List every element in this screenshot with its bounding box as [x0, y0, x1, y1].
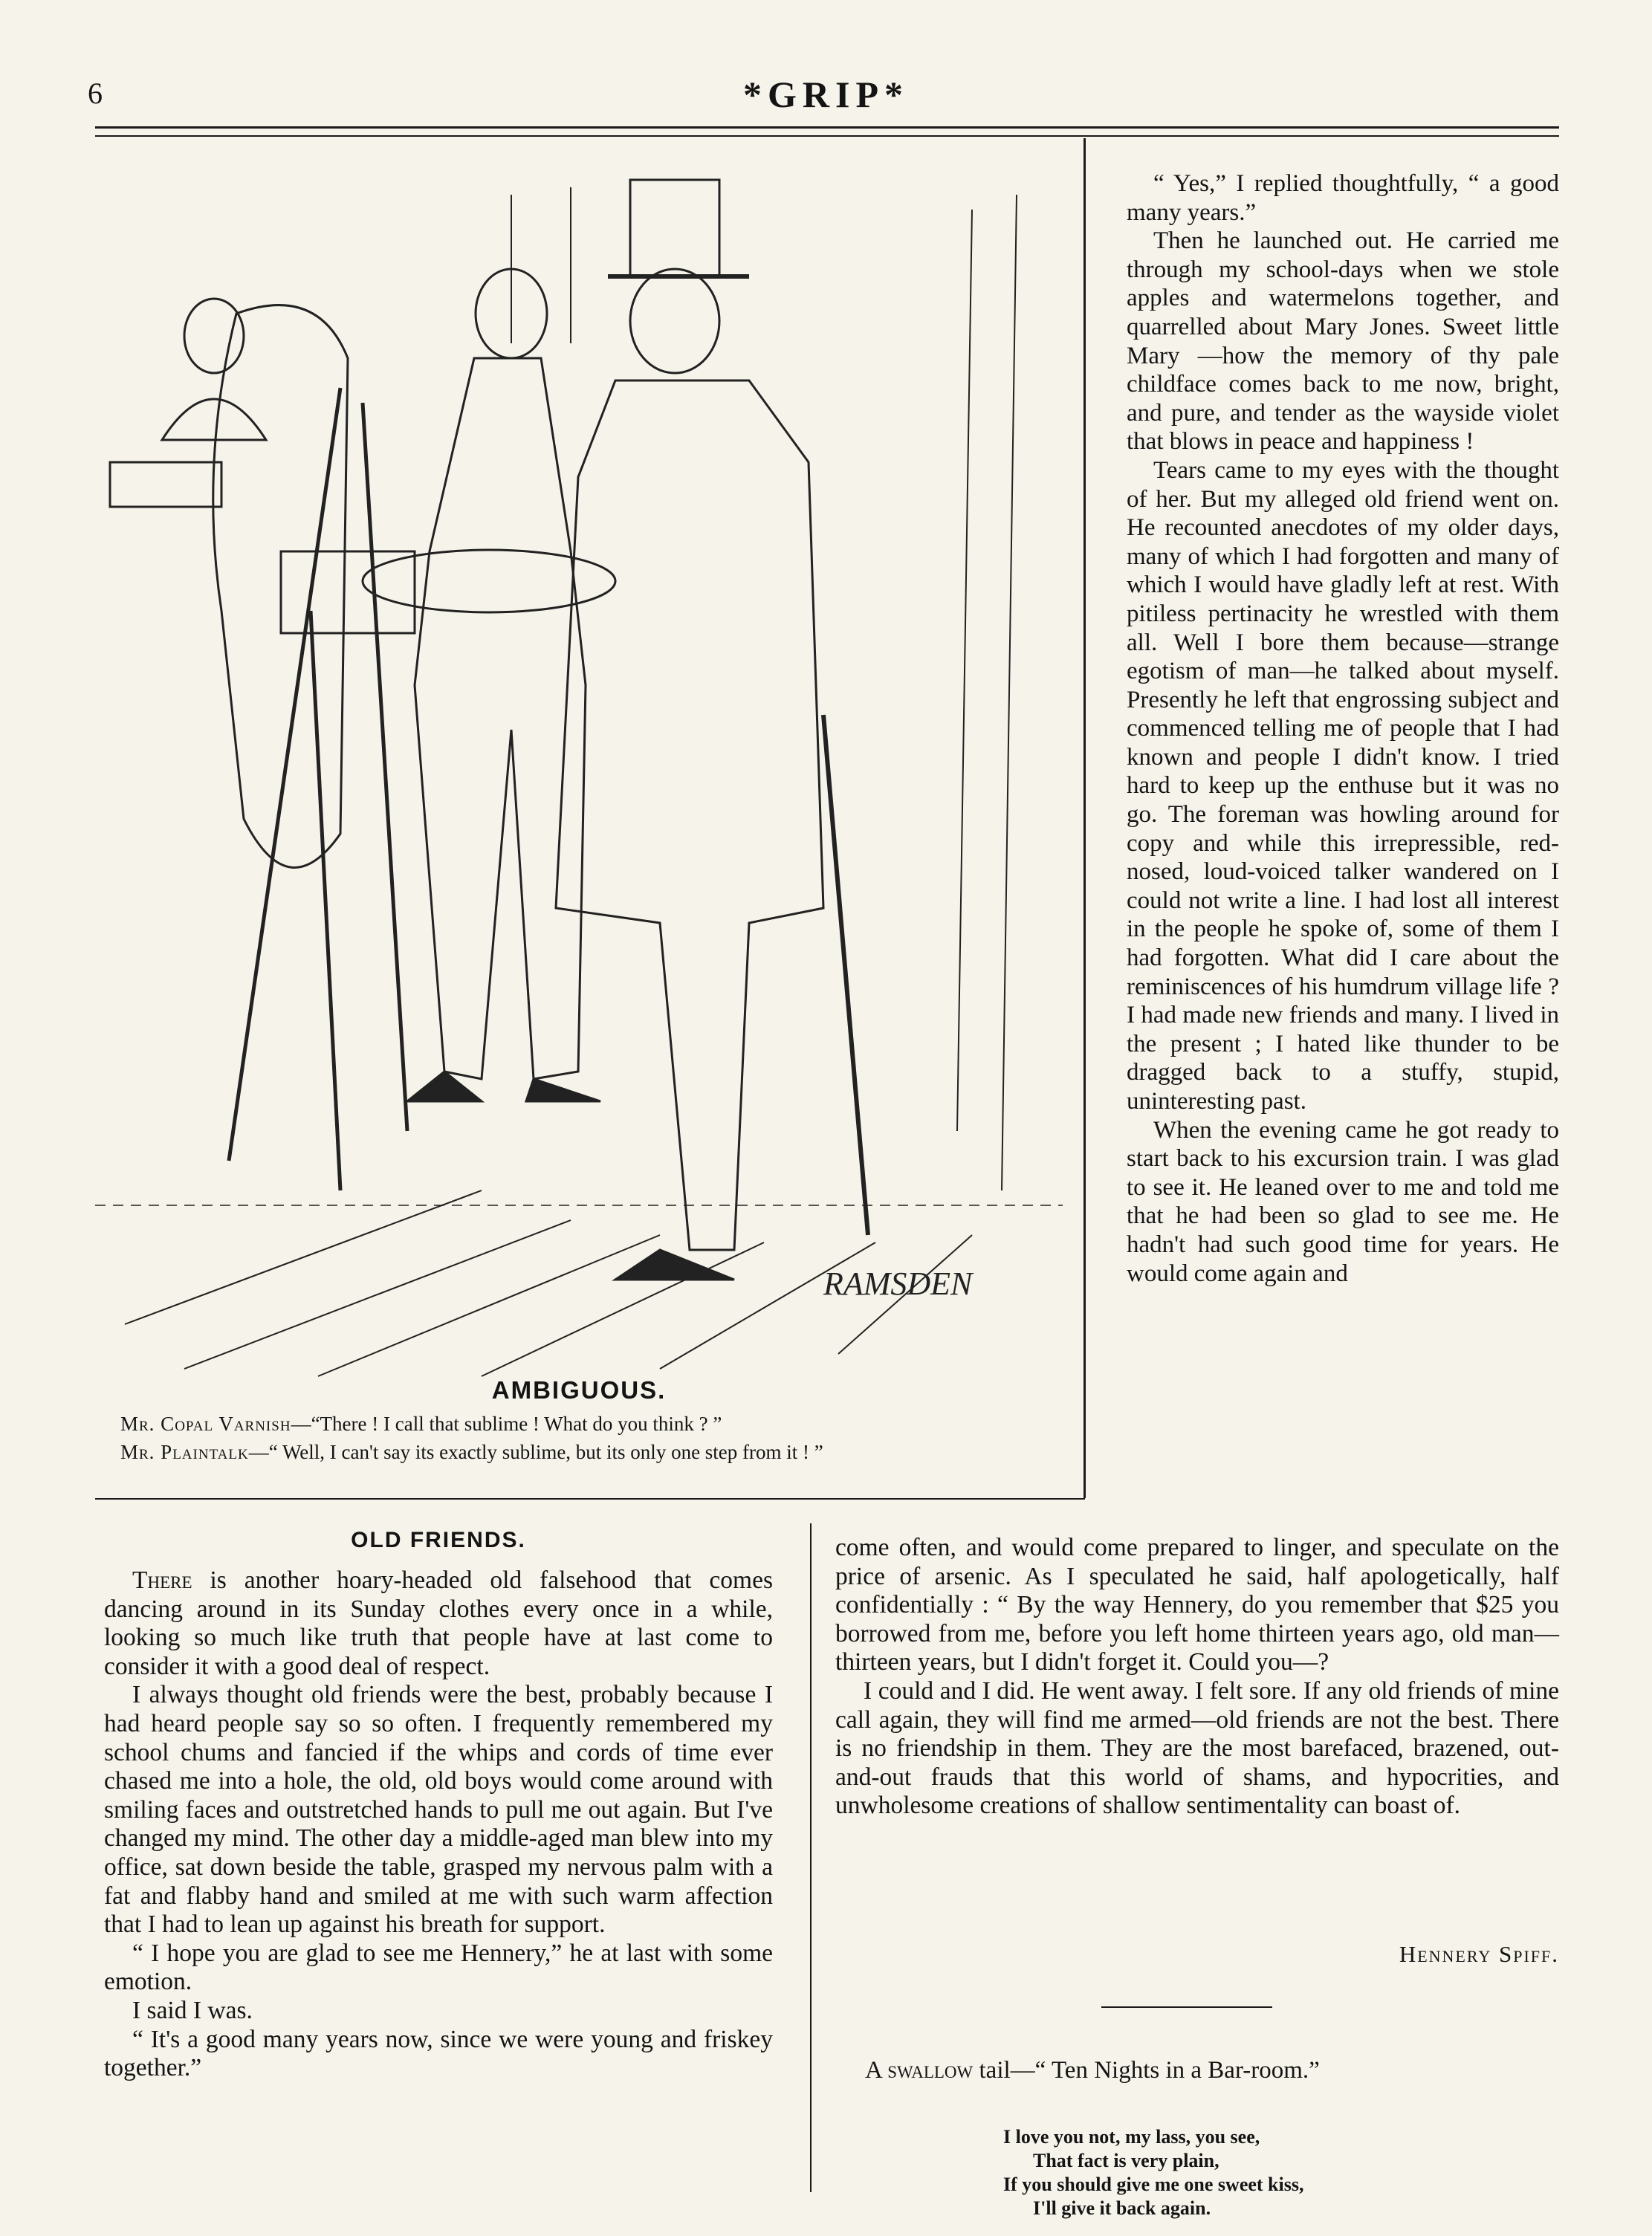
paragraph: “ It's a good many years now, since we were young and friskey together.”: [104, 2025, 773, 2082]
paragraph: “ Yes,” I replied thoughtfully, “ a good many years.”: [1127, 170, 1559, 226]
poem-line: If you should give me one sweet kiss,: [1003, 2174, 1304, 2195]
column-rule-upper: [1083, 138, 1086, 1498]
paragraph: I said I was.: [132, 1996, 253, 2024]
article-signature: Hennery Spiff.: [1399, 1941, 1559, 1967]
paragraph: “ I hope you are glad to see me Hennery,” he at last with some emotion.: [104, 1939, 773, 1996]
paragraph: come often, and would come prepared to linger, and speculate on the price of arsenic. As I speculated he said, half apologetically, half confidentially : “ By the way Hennery, do you remember that $25 you borrowed from me, before you left home thirteen years ago, old man—thirteen years, but I didn't forget it. Could you—?: [835, 1534, 1559, 1676]
caption-text: —“There ! I call that sublime ! What do you think ? ”: [291, 1413, 722, 1435]
joke-smallcaps: swallow: [887, 2057, 974, 2084]
caption-line-1: [120, 1410, 1086, 1437]
paragraph-text: is another hoary-headed old falsehood that comes dancing around in its Sunday clothes every once in a while, looking so much like truth that people have at last come to consider it with a good deal of respect.: [104, 1566, 773, 1680]
cartoon-title: AMBIGUOUS.: [491, 1376, 667, 1404]
poem: [1003, 2125, 1303, 2220]
cartoon-illustration: [95, 165, 1063, 1384]
masthead-title: *GRIP*: [743, 74, 909, 115]
joke-rest: tail—“ Ten Nights in a Bar-room.”: [979, 2057, 1320, 2084]
paragraph: Tears came to my eyes with the thought of her. But my alleged old friend went on. He recounted anecdotes of my older days, many of which I had forgotten and many of which I would have gladly left at rest. With pitiless pertinacity he wrestled with them all. Well I bore them because—strange egotism of man—he talked about myself. Presently he left that engrossing subject and commenced telling me of people that I had known and people I didn't know. I tried hard to keep up the enthuse but it was no go. The foreman was howling around for copy and while this irrepressible, red-nosed, loud-voiced talker wandered on I could not write a line. I had lost all interest in the people he spoke of, some of them I had forgotten. What did I care about the reminiscences of his humdrum village life ? I had made new friends and many. I lived in the present ; I hated like thunder to be dragged back to a stuffy, stupid, uninteresting past.: [1127, 456, 1559, 1115]
short-divider: [1101, 2006, 1272, 2008]
poem-line: That fact is very plain,: [1033, 2150, 1219, 2171]
joke-prefix: A: [865, 2057, 882, 2084]
header-rule-top: [95, 126, 1559, 129]
paragraph: I always thought old friends were the best, probably because I had heard people say so so often. I frequently remembered my school chums and fancied if the whips and cords of time ever chased me into a hole, the old, old boys would come around with smiling faces and outstretched hands to pull me out again. But I've changed my mind. The other day a middle-aged man blew into my office, sat down beside the table, grasped my nervous palm with a fat and flabby hand and smiled at me with such warm affection that I had to lean up against his breath for support.: [104, 1681, 773, 1939]
cartoon-signature: RAMSDEN: [823, 1266, 973, 1302]
section-rule: [95, 1498, 1085, 1500]
lead-word: There: [132, 1566, 192, 1594]
paragraph: Then he launched out. He carried me through my school-days when we stole apples and watermelons together, and quarrelled about Mary Jones. Sweet little Mary —how the memory of thy pale childface comes back to me now, bright, and pure, and tender as the wayside violet that blows in peace and happiness !: [1127, 227, 1559, 456]
swallow-tail-joke: [865, 2057, 1578, 2084]
caption-speaker: Mr. Plaintalk: [120, 1441, 249, 1463]
right-column-text: [1127, 169, 1559, 1288]
poem-line: I'll give it back again.: [1033, 2197, 1211, 2219]
header-rule-bottom: [95, 135, 1559, 137]
caption-text: —“ Well, I can't say its exactly sublime, but its only one step from it ! ”: [248, 1441, 823, 1463]
paragraph: [104, 1566, 773, 1681]
poem-line: I love you not, my lass, you see,: [1003, 2126, 1260, 2148]
column-rule-lower: [810, 1523, 812, 2192]
page-number: 6: [88, 77, 103, 110]
caption-speaker: Mr. Copal Varnish: [120, 1413, 291, 1435]
article-continued-column: [835, 1534, 1559, 1821]
paragraph: When the evening came he got ready to start back to his excursion train. I was glad to see it. He leaned over to me and told me that he had been so glad to see me. He hadn't had such good time for years. He would come again and: [1127, 1116, 1559, 1287]
paragraph: I could and I did. He went away. I felt sore. If any old friends of mine call again, they will find me armed—old friends are not the best. There is no friendship in them. They are the most barefaced, brazened, out-and-out frauds that this world of shams, and hypocrities, and unwholesome creations of shallow sentimentality can boast of.: [835, 1676, 1559, 1820]
caption-line-2: [120, 1439, 1086, 1465]
article-heading: OLD FRIENDS.: [351, 1528, 526, 1552]
article-left-column: [104, 1566, 773, 2083]
